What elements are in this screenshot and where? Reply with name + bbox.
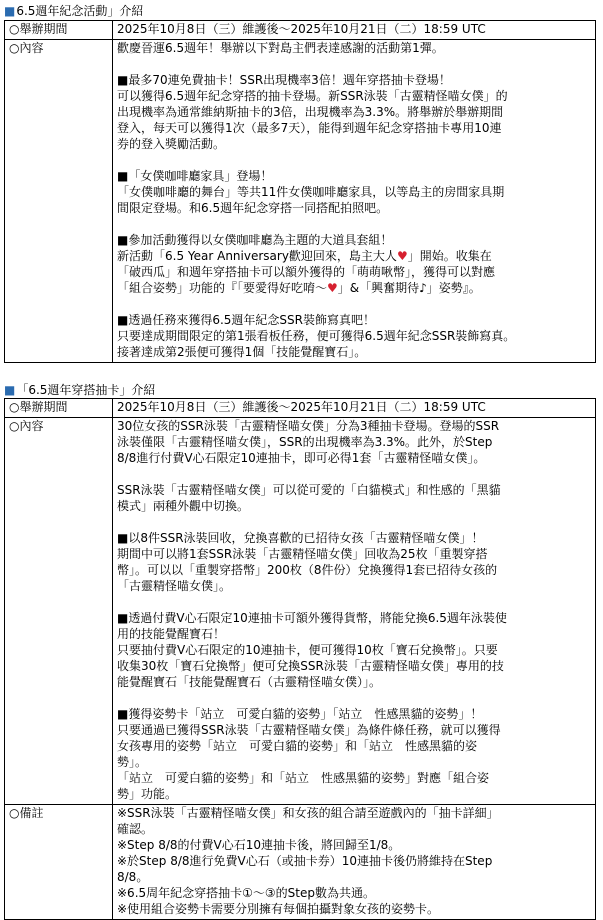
heart-icon: ♥ — [396, 249, 408, 263]
paragraph: ■以8件SSR泳裝回收，兌換喜歡的已招待女孩「古靈精怪喵女僕」！ 期間中可以將1套SSR泳裝「古靈精怪喵女僕」回收為25枚「重製穿搭 幣」。可以以「重製穿搭幣」200枚（8件份）兌換獲得1套已招待女孩的 「古靈精怪喵女僕」。 — [117, 531, 498, 593]
period-label: ○舉辦期間 — [5, 21, 113, 40]
event-info-table — [4, 20, 596, 363]
paragraph: ■透過任務來獲得6.5週年紀念SSR裝飾寫真吧！ 只要達成期間限定的第1張看板任務，便可獲得6.5週年紀念SSR裝飾寫真。 接著達成第2張便可獲得1個「技能覺醒寶石」。 — [117, 313, 516, 359]
paragraph: 歡慶晉運6.5週年！舉辦以下對島主們表達感謝的活動第1彈。 — [117, 41, 444, 55]
paragraph: 30位女孩的SSR泳裝「古靈精怪喵女僕」分為3種抽卡登場。登場的SSR 泳裝僅限「古靈精怪喵女僕」，SSR的出現機率為3.3%。此外，於Step 8/8進行付費V心石限定10連抽卡，即可必得1套「古靈精怪喵女僕」。 — [117, 419, 500, 465]
paragraph: ■透過付費V心石限定10連抽卡可額外獲得貨幣，將能兌換6.5週年泳裝使 用的技能覺醒寶石！ 只要抽付費V心石限定的10連抽卡，便可獲得10枚「寶石兌換幣」。只要 收集30枚「寶石兌換幣」便可兌換SSR泳裝「古靈精怪喵女僕」專用的技 能覺醒寶石「技能覺醒寶石（古靈精怪喵女僕）」。 — [117, 611, 507, 689]
content-label: ○內容 — [5, 40, 113, 363]
paragraph: SSR泳裝「古靈精怪喵女僕」可以從可愛的「白貓模式」和性感的「黑貓 模式」兩種外觀中切換。 — [117, 483, 501, 513]
gacha-info-table — [4, 398, 596, 920]
section1-title: ■6.5週年紀念活動」介紹 — [4, 4, 144, 18]
content-row — [5, 418, 596, 805]
paragraph: ■參加活動獲得以女僕咖啡廳為主題的大道具套組！ 新活動「6.5 Year Anniversary歡迎回來，島主大人♥」開始。收集在 「破西瓜」和週年穿搭抽卡可以額外獲得的「萌萌啾幣」，獲得可以對應 「組合姿勢」功能的『「要愛得好吃唷～♥」&「興奮期待♪」姿勢』。 — [117, 233, 496, 295]
paragraph: ■最多70連免費抽卡！SSR出現機率3倍！週年穿搭抽卡登場！ 可以獲得6.5週年紀念穿搭的抽卡登場。新SSR泳裝「古靈精怪喵女僕」的 出現機率為通常維納斯抽卡的3倍，出現機率為3.3%。將舉辦於舉辦期間 登入，每天可以獲得1次（最多7天），能得到週年紀念穿搭抽卡專用10連 券的登入獎勵活動。 — [117, 73, 508, 151]
content-row — [5, 40, 596, 363]
period-label: ○舉辦期間 — [5, 399, 113, 418]
heart-icon: ♥ — [327, 281, 338, 295]
notes-label: ○備註 — [5, 805, 113, 920]
period-value: 2025年10月8日（三）維護後～2025年10月21日（二）18:59 UTC — [113, 399, 596, 418]
period-row — [5, 399, 596, 418]
section2-title: ■「6.5週年穿搭抽卡」介紹 — [4, 383, 156, 397]
content-cell — [113, 418, 596, 805]
notes-row — [5, 805, 596, 920]
square-bullet-icon: ■ — [4, 383, 16, 397]
square-bullet-icon: ■ — [4, 4, 16, 18]
paragraph: ■獲得姿勢卡「站立 可愛白貓的姿勢」「站立 性感黑貓的姿勢」！ 只要通過已獲得SSR泳裝「古靈精怪喵女僕」為條件條任務，就可以獲得 女孩專用的姿勢「站立 可愛白貓的姿勢」和「站立 性感黑貓的姿 勢」。 「站立 可愛白貓的姿勢」和「站立 性感黑貓的姿勢」對應「組合姿 勢」功能。 — [117, 707, 501, 801]
notes-cell: ※SSR泳裝「古靈精怪喵女僕」和女孩的組合請至遊戲內的「抽卡詳細」 確認。 ※Step 8/8的付費V心石10連抽卡後，將回歸至1/8。 ※於Step 8/8進行免費V心石（或抽卡券）10連抽卡後仍將維持在Step 8/8。 ※6.5周年紀念穿搭抽卡①～③的Step數為共通。 ※使用組合姿勢卡需要分別擁有每個拍攝對象女孩的姿勢卡。 — [113, 805, 596, 920]
content-cell — [113, 40, 596, 363]
paragraph: ■「女僕咖啡廳家具」登場！ 「女僕咖啡廳的舞台」等共11件女僕咖啡廳家具，以等島主的房間家具期 間限定登場。和6.5週年紀念穿搭一同搭配拍照吧。 — [117, 169, 505, 215]
content-label: ○內容 — [5, 418, 113, 805]
period-row — [5, 21, 596, 40]
period-value: 2025年10月8日（三）維護後～2025年10月21日（二）18:59 UTC — [113, 21, 596, 40]
